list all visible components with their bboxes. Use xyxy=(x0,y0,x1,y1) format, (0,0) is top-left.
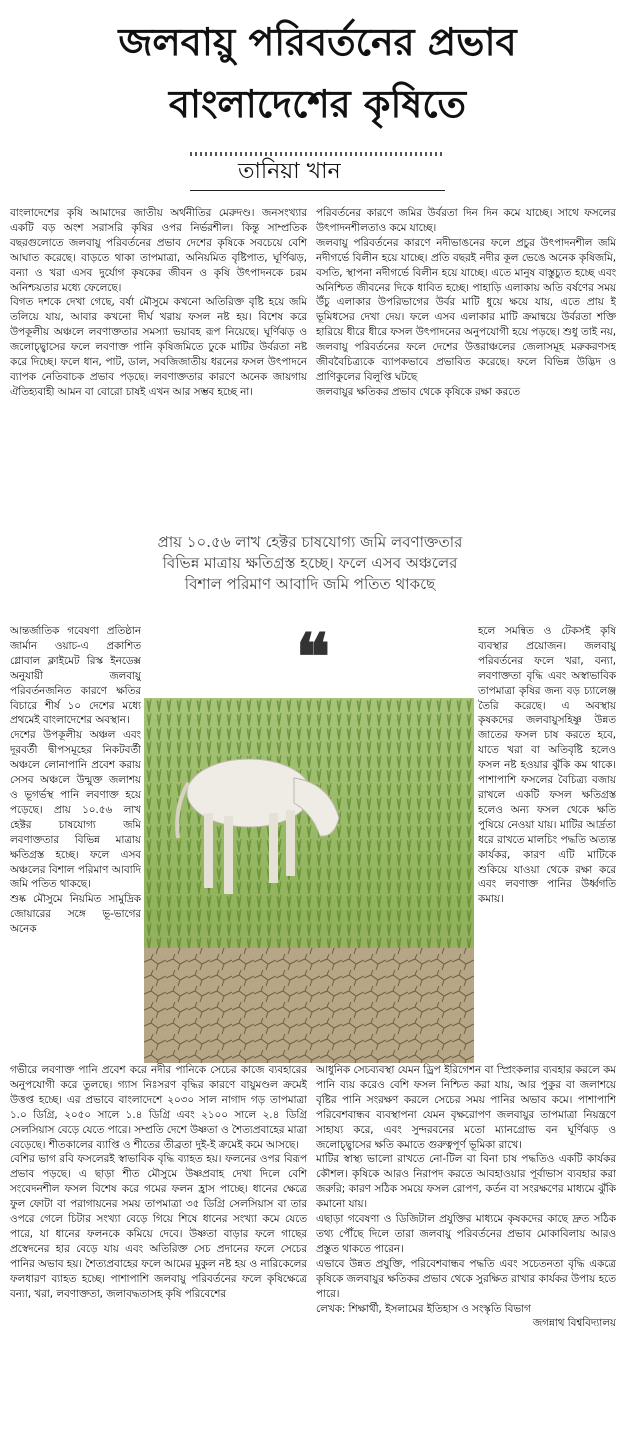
rice-seedlings xyxy=(144,698,474,948)
quote-icon: ❝ xyxy=(295,620,331,695)
author-name: তানিয়া খান xyxy=(238,159,341,184)
paragraph: এছাড়া গবেষণা ও ডিজিটাল প্রযুক্তির মাধ্যমে কৃষকদের কাছে দ্রুত সঠিক তথ্য পৌঁছে দিলে তারা জলবায়ু পরিবর্তনের প্রভাব মোকাবিলায় আরও প্রস্তুত থাকতে পারেন। xyxy=(316,1213,616,1255)
paragraph: আধুনিক সেচব্যবস্থা যেমন ড্রিপ ইরিগেশন বা স্প্রিংকলার ব্যবহার করলে কম পানি ব্যয় করেও বেশি ফসল নিশ্চিত করা যায়, আর পুকুর বা জলাশয়ে বৃষ্টির পানি সংরক্ষণ করলে সেচের সময় পানির অভাব কমে। পাশাপাশি পরিবেশবান্ধব ব্যবস্থাপনা যেমন বৃক্ষরোপণ জলবায়ুর তাপমাত্রা নিয়ন্ত্রণে সাহায্য করে, এবং সুন্দরবনের মতো ম্যানগ্রোভ বন ঘূর্ণিঝড় ও জলোচ্ছ্বাসের ক্ষতি কমাতে গুরুত্বপূর্ণ ভূমিকা রাখে। xyxy=(316,1064,616,1151)
paragraph: আন্তর্জাতিক গবেষণা প্রতিষ্ঠান জার্মান ওয়াচ-এ প্রকাশিত গ্লোবাল ক্লাইমেট রিস্ক ইনডেক্স অনুযায়ী জলবায়ু পরিবর্তনজনিত কারণে ক্ষতির বিচারে শীর্ষ ১০ দেশের মধ্যে প্রথমেই বাংলাদেশের অবস্থান। xyxy=(10,625,141,727)
paragraph: বাংলাদেশের কৃষি আমাদের জাতীয় অর্থনীতির মেরুদণ্ড। জনসংখ্যার একটি বড় অংশ সরাসরি কৃষির ওপর নির্ভরশীল। কিন্তু সাম্প্রতিক বছরগুলোতে জলবায়ু পরিবর্তনের প্রভাব দেশের কৃষিকে সবচেয়ে বেশি আঘাত করেছে। বাড়তে থাকা তাপমাত্রা, অনিয়মিত বৃষ্টিপাত, ঘূর্ণিঝড়, বন্যা ও খরা এসব দুর্যোগ কৃষকের জীবন ও কৃষি উৎপাদনকে চরম অনিশ্চয়তার মধ্যে ফেলেছে। xyxy=(10,207,307,294)
column-3 xyxy=(10,1063,307,1419)
paragraph: এভাবে উন্নত প্রযুক্তি, পরিবেশবান্ধব পদ্ধতি এবং সচেতনতা বৃদ্ধি একত্রে কৃষিকে জলবায়ুর ক্ষতিকর প্রভাব থেকে সুরক্ষিত রাখার কার্যকর উপায় হতে পারে। xyxy=(316,1257,616,1300)
paragraph: গভীরে লবণাক্ত পানি প্রবেশ করে নদীর পানিকে সেচের কাজে ব্যবহারের অনুপযোগী করে তুলছে। গ্যাস নিঃসরণ বৃদ্ধির কারণে বায়ুমণ্ডল ক্রমেই উত্তপ্ত হচ্ছে। এর প্রভাবে বাংলাদেশে ২০৩০ সাল নাগাদ গড় তাপমাত্রা ১.০ ডিগ্রি, ২০৫০ সালে ১.৪ ডিগ্রি এবং ২১০০ সালে ২.৪ ডিগ্রি সেলসিয়াস বেড়ে যেতে পারে। সম্প্রতি দেশে উষ্ণতা ও শৈত্যপ্রবাহের মাত্রা বেড়েছে। শীতকালের ব্যাপ্তি ও শীতের তীব্রতা দুই-ই ক্রমেই কমে আসছে। xyxy=(10,1064,307,1151)
field-cow-photo xyxy=(144,698,474,1063)
author-underline xyxy=(190,190,445,191)
paragraph: বেশির ভাগ রবি ফসলেরই স্বাভাবিক বৃদ্ধি ব্যাহত হয়। ফলনের ওপর বিরূপ প্রভাব পড়ছে। এ ছাড়া শীত মৌসুমে উষ্ণপ্রবাহ দেখা দিলে বেশি সংবেদনশীল ফসল বিশেষ করে গমের ফলন হ্রাস পাচ্ছে। ধানের ক্ষেত্রে ফুল ফোটা বা পরাগায়নের সময় তাপমাত্রা ৩৫ ডিগ্রি সেলসিয়াস বা তার ওপরে গেলে চিটার সংখ্যা বেড়ে গিয়ে শিষে ধানের সংখ্যা কমে যেতে পারে, যা ধানের ফলনকে কমিয়ে দেবে। উষ্ণতা বাড়ার ফলে গাছের প্রস্বেদনের হার বেড়ে যায় এবং অতিরিক্ত সেচ প্রদানের ফলে সেচের পানির অভাব হয়। শৈত্যপ্রবাহের ফলে আমের মুকুল নষ্ট হয় ও নারিকেলের ফলধারণ ব্যাহত হচ্ছে। পাশাপাশি জলবায়ু পরিবর্তনের ফলে কৃষিক্ষেত্রে বন্যা, খরা, লবণাক্ততা, জলাবদ্ধতাসহ কৃষি পরিবেশের xyxy=(10,1153,307,1300)
byline-note: লেখক: শিক্ষার্থী, ইসলামের ইতিহাস ও সংস্কৃতি বিভাগ xyxy=(316,1302,531,1315)
column-2-lower xyxy=(478,624,616,1062)
pull-quote: প্রায় ১০.৫৬ লাখ হেক্টর চাষযোগ্য জমি লবণাক্ততার বিভিন্ন মাত্রায় ক্ষতিগ্রস্ত হচ্ছে। ফলে এসব অঞ্চলের বিশাল পরিমাণ আবাদি জমি পতিত থাকছে xyxy=(157,533,463,593)
paragraph: মাটির স্বাস্থ্য ভালো রাখতে নো-টিল বা বিনা চাষ পদ্ধতিও একটি কার্যকর কৌশল। কৃষিকে আরও নিরাপদ করতে আবহাওয়ার পূর্বাভাস ব্যবহার করা জরুরি; কারণ সঠিক সময়ে ফসল রোপণ, কর্তন বা সংরক্ষণের মাধ্যমে ঝুঁকি কমানো যায়। xyxy=(316,1153,616,1211)
paragraph: বিগত দশকে দেখা গেছে, বর্ষা মৌসুমে কখনো অতিরিক্ত বৃষ্টি হয়ে জমি তলিয়ে যায়, আবার কখনো দীর্ঘ খরায় ফসল নষ্ট হয়। বিশেষ করে উপকূলীয় অঞ্চলে লবণাক্ততার সমস্যা ভয়াবহ রূপ নিয়েছে। ঘূর্ণিঝড় ও জলোচ্ছ্বাসের ফলে লবণাক্ত পানি কৃষিজমিতে ঢুকে মাটির উর্বরতা নষ্ট করে দিচ্ছে। ফলে ধান, পাট, ডাল, সবজিজাতীয় ধরনের ফসল উৎপাদনে ব্যাপক নেতিবাচক প্রভাব পড়ছে। লবণাক্ততার কারণে অনেক জায়গায় ঐতিহ্যবাহী আমন বা বোরো চাষই এখন আর সম্ভব হচ্ছে না। xyxy=(10,296,307,398)
paragraph: দেশের উপকূলীয় অঞ্চল এবং দূরবর্তী দ্বীপসমূহের নিকটবর্তী অঞ্চলে লোনাপানি প্রবেশ করায় সেসব অঞ্চলে উন্মুক্ত জলাশয় ও ভূগর্ভস্থ পানি লবণাক্ত হয়ে পড়েছে। প্রায় ১০.৫৬ লাখ হেক্টর চাষযোগ্য জমি লবণাক্ততার বিভিন্ন মাত্রায় ক্ষতিগ্রস্ত হচ্ছে। ফলে এসব অঞ্চলের বিশাল পরিমাণ আবাদি জমি পতিত থাকছে। xyxy=(10,729,141,891)
headline-line-2: বাংলাদেশের কৃষিতে xyxy=(168,82,467,126)
column-1-lower xyxy=(10,624,141,1062)
paragraph: পরিবর্তনের কারণে জমির উর্বরতা দিন দিন কমে যাচ্ছে। সাথে ফসলের উৎপাদনশীলতাও কমে যাচ্ছে। xyxy=(316,207,616,234)
paragraph: হলে সমন্বিত ও টেকসই কৃষি ব্যবস্থার প্রয়োজন। জলবায়ু পরিবর্তনের ফলে খরা, বন্যা, লবণাক্ততা বৃদ্ধি এবং অস্বাভাবিক তাপমাত্রা কৃষির জন্য বড় চ্যালেঞ্জ তৈরি করেছে। এ অবস্থায় কৃষকদের জলবায়ুসহিষ্ণু উন্নত জাতের ফসল চাষ করতে হবে, যাতে খরা বা অতিবৃষ্টি হলেও ফসল নষ্ট হওয়ার ঝুঁকি কম থাকে। পাশাপাশি ফসলের বৈচিত্র্য বজায় রাখলে একটি ফসল ক্ষতিগ্রস্ত হলেও অন্য ফসল থেকে ক্ষতি পুষিয়ে নেওয়া যায়। মাটির আর্দ্রতা ধরে রাখতে মালচিং পদ্ধতি অত্যন্ত কার্যকর, কারণ এটি মাটিকে শুকিয়ে যাওয়া থেকে রক্ষা করে এবং লবণাক্ত পানির উর্ধ্বগতি কমায়। xyxy=(478,625,616,906)
column-4 xyxy=(316,1063,616,1419)
photo-illustration xyxy=(144,698,474,1063)
author-divider-dots xyxy=(190,152,445,156)
headline-line-1: জলবায়ু পরিবর্তনের প্রভাব xyxy=(118,20,517,64)
paragraph: শুষ্ক মৌসুমে নিয়মিত সামুদ্রিক জোয়ারের সঙ্গে ভূ-ভাগের অনেক xyxy=(10,893,141,936)
byline-university: জগন্নাথ বিশ্ববিদ্যালয় xyxy=(532,1317,616,1330)
soil-cracks xyxy=(144,948,474,1063)
paragraph: জলবায়ুর ক্ষতিকর প্রভাব থেকে কৃষিকে রক্ষা করতে xyxy=(316,385,521,398)
paragraph: জলবায়ু পরিবর্তনের কারণে নদীভাঙনের ফলে প্রচুর উৎপাদনশীল জমি নদীগর্ভে বিলীন হয়ে যাচ্ছে। প্রতি বছরই নদীর কূল ভেঙে অনেক কৃষিজমি, বসতি, স্থাপনা নদীগর্ভে বিলীন হয়ে যাচ্ছে। এতে মানুষ বাস্তুচ্যুত হচ্ছে এবং অনিশ্চিত জীবনের দিকে ধাবিত হচ্ছে। পাহাড়ি এলাকায় অতি বর্ষণের সময় উঁচু এলাকার উপরিভাগের উর্বর মাটি ধুয়ে ক্ষয়ে যায়, এতে প্রায় ই ভূমিধসের দেখা দেয়। ফলে এসব এলাকার মাটি ক্রমান্বয়ে উর্বরতা শক্তি হারিয়ে ধীরে ধীরে ফসল উৎপাদনের অনুপযোগী হয়ে পড়ছে। শুধু তাই নয়, জলবায়ু পরিবর্তনের ফলে দেশের উত্তরাঞ্চলের জেলাসমূহ মরুকরণসহ জীববৈচিত্র্যকে ব্যাপকভাবে প্রভাবিত করেছে। ফলে বিভিন্ন উদ্ভিদ ও প্রাণিকুলের বিলুপ্তি ঘটছে xyxy=(316,236,616,383)
